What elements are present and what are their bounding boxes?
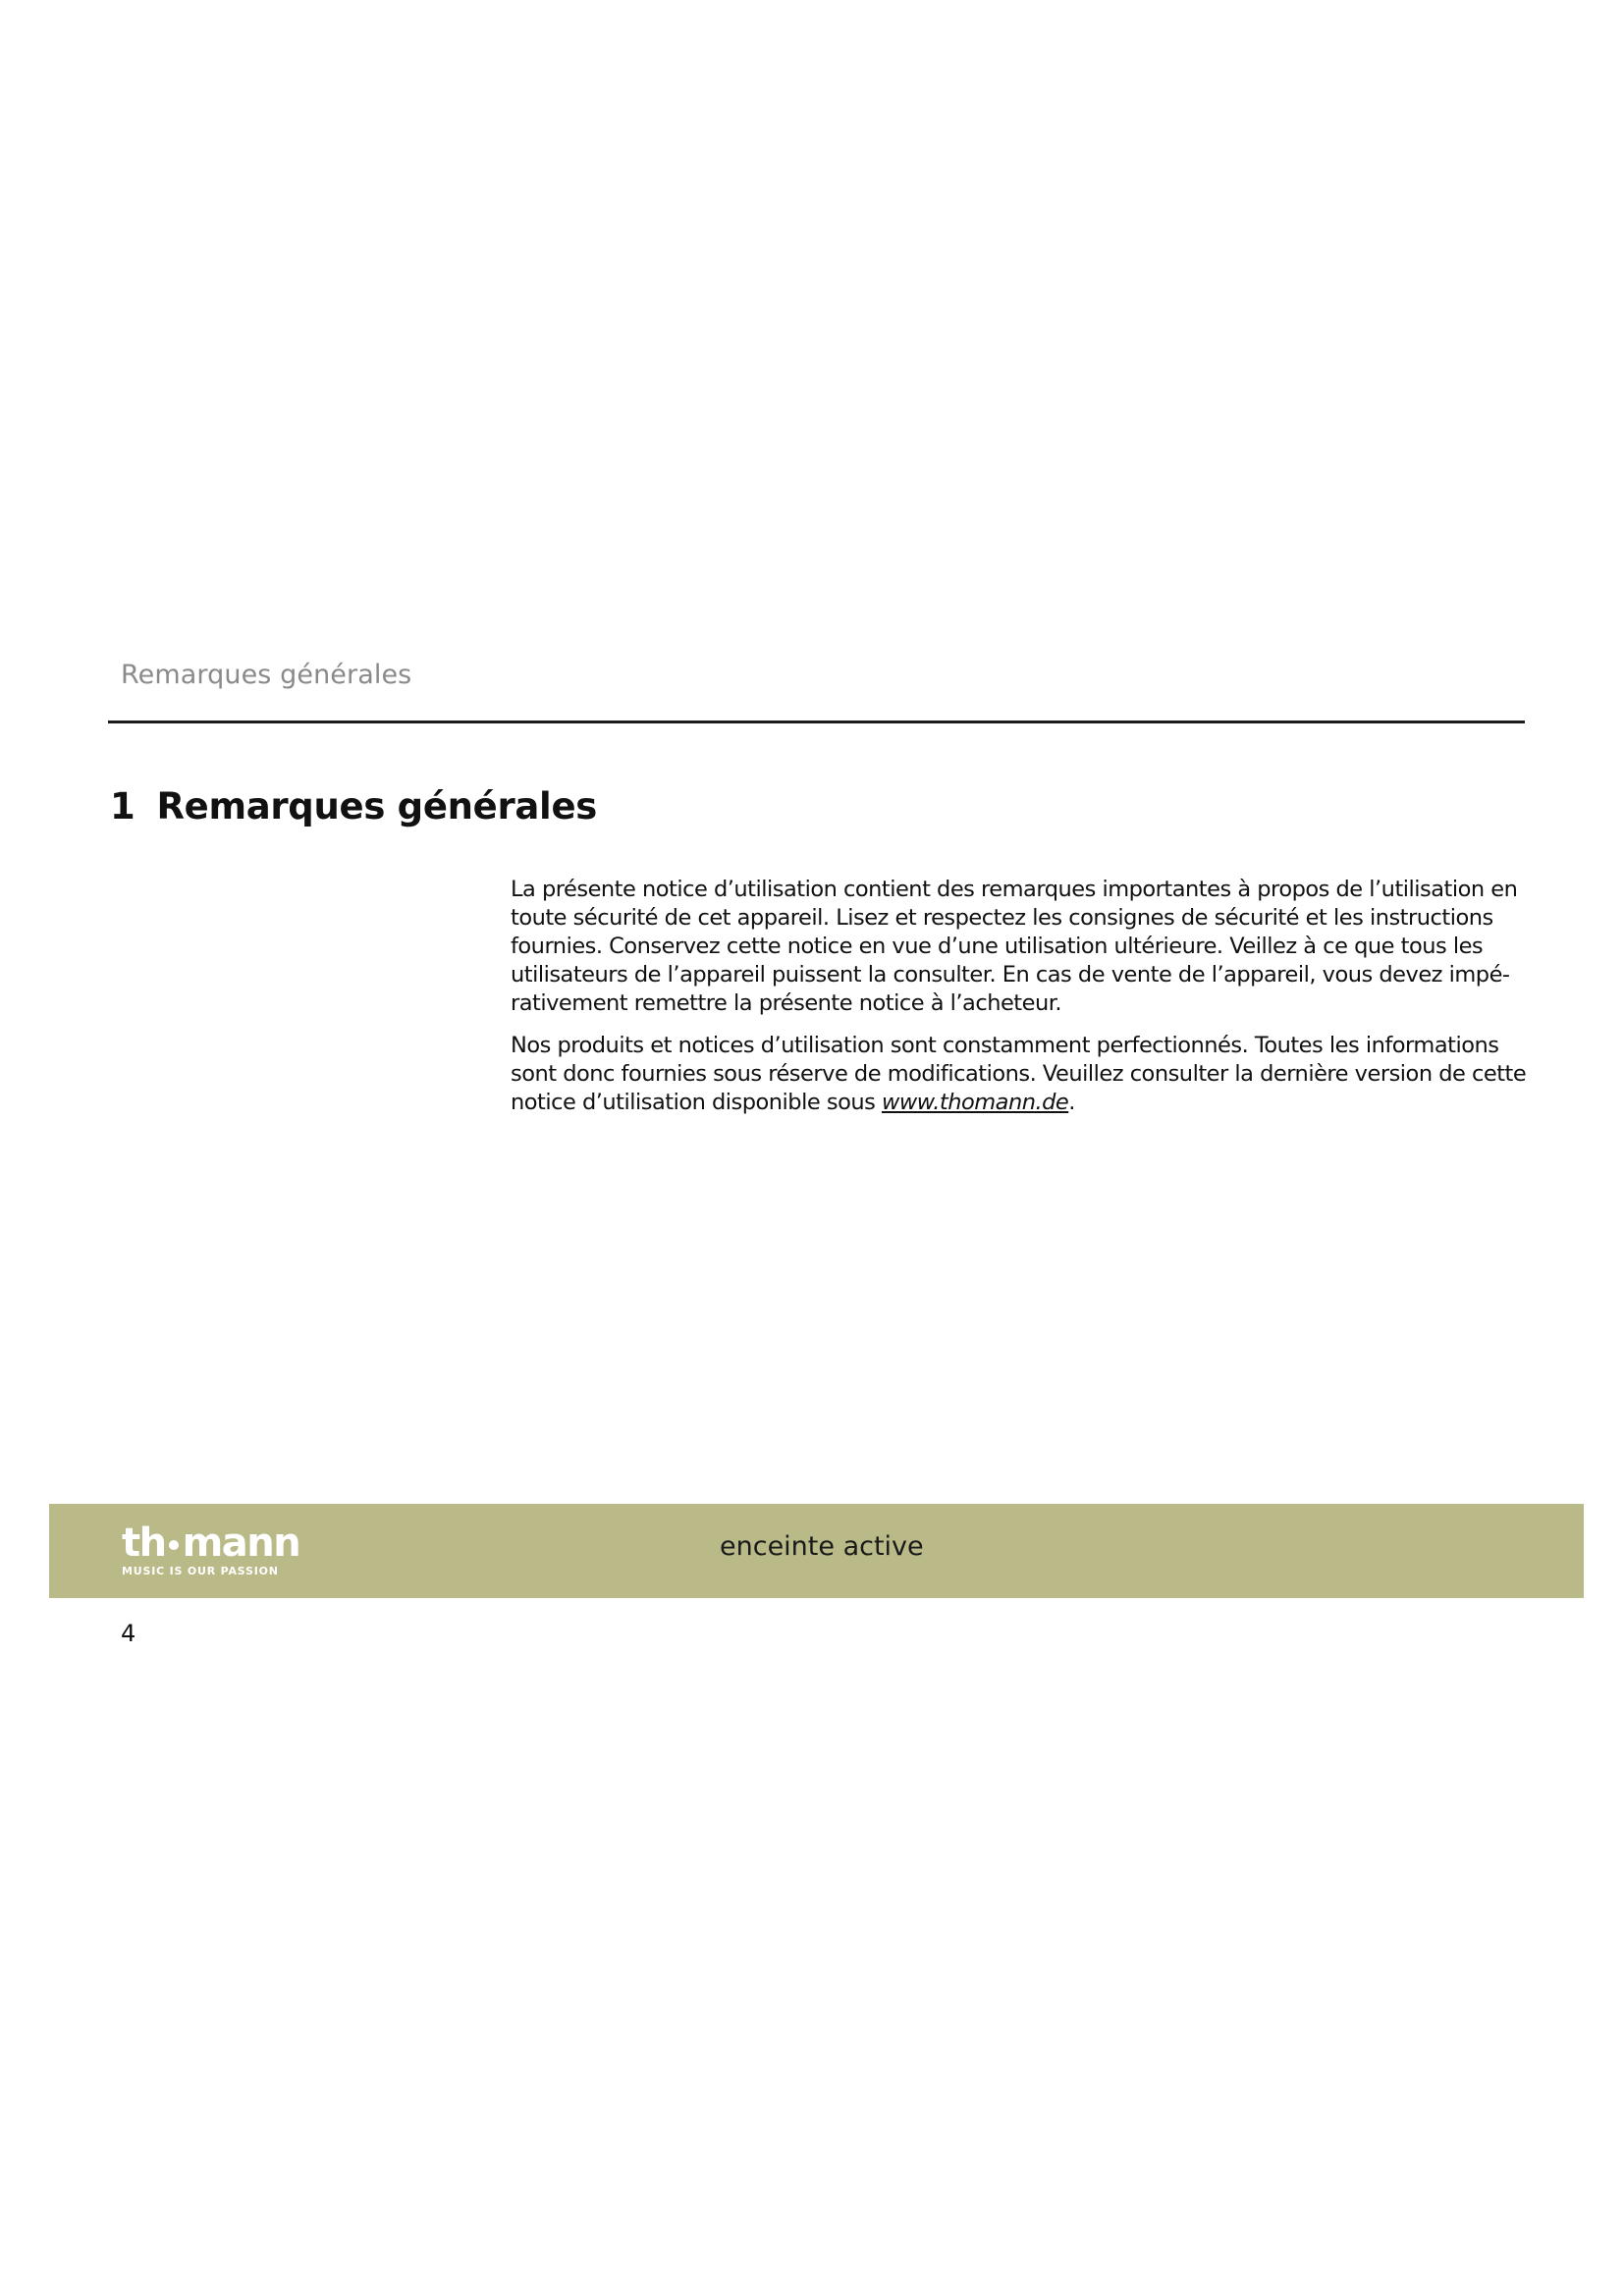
logo-dot-icon [169,1540,179,1550]
thomann-logo [122,1523,299,1577]
running-header: Remarques générales [121,660,412,690]
logo-tagline: MUSIC IS OUR PASSION [122,1565,279,1577]
header-divider [108,721,1525,723]
intro-paragraph: La présente notice d’utilisation contient des remarques importantes à propos de l’utilisation en toute sécurité de cet appareil. Lisez et respectez les consignes de sécurité et les instructions fournies. Conservez cette notice en vue d’une utilisation ultérieure. Veillez à ce que tous les utilisateurs de l’appareil puissent la consulter. En cas de vente de l’appareil, vous devez impé- rativement remettre la présente notice à l’acheteur. [511,877,1518,1016]
thomann-website-link[interactable]: www.thomann.de [881,1090,1069,1115]
updates-paragraph-text: Nos produits et notices d’utilisation sont constamment perfectionnés. Toutes les informations sont donc fournies sous réserve de modifications. Veuillez consulter la dernière version de cette notice d’utilisation disponible sous [511,1033,1527,1115]
chapter-title-text: Remarques générales [156,785,597,828]
updates-paragraph-end: . [1068,1090,1075,1115]
product-name: enceinte active [720,1531,924,1562]
logo-right: mann [182,1521,300,1566]
body-text [511,876,1532,1131]
logo-wordmark [122,1521,300,1566]
logo-left: th [122,1521,166,1566]
footer-band [49,1504,1584,1598]
page-number: 4 [121,1620,136,1647]
chapter-heading [110,785,597,828]
chapter-number: 1 [110,785,135,828]
updates-paragraph [511,1032,1532,1117]
